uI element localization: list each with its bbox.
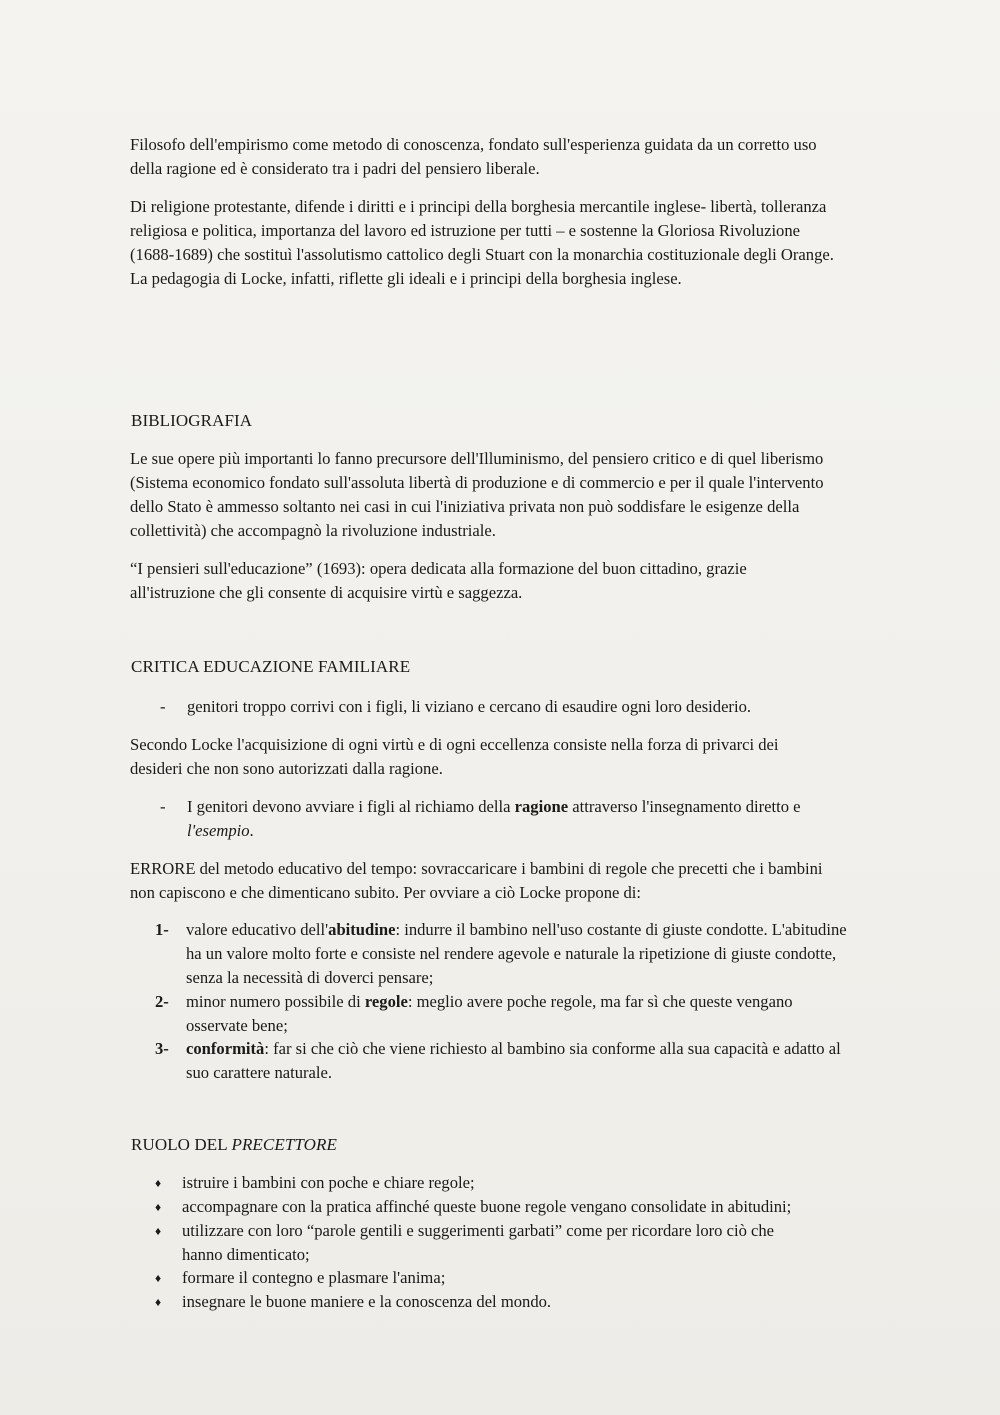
list-item-text: istruire i bambini con poche e chiare regole;: [182, 1173, 475, 1192]
dash-marker: -: [160, 797, 166, 816]
list-item-text: accompagnare con la pratica affinché queste buone regole vengano consolidate in abitudini;: [182, 1197, 792, 1216]
critica-heading: CRITICA EDUCAZIONE FAMILIARE: [131, 657, 411, 676]
list-item-text: I genitori devono avviare i figli al richiamo della ragione attraverso l'insegnamento diretto e l'esempio.: [187, 797, 801, 840]
diamond-bullet-icon: ♦: [155, 1271, 162, 1285]
intro-paragraph-1: Filosofo dell'empirismo come metodo di conoscenza, fondato sull'esperienza guidata da un corretto uso della ragione ed è considerato tra i padri del pensiero liberale.: [130, 135, 817, 178]
number-marker: 1-: [155, 920, 169, 939]
intro-paragraph-2: Di religione protestante, difende i diritti e i principi della borghesia mercantile inglese- libertà, tolleranza religiosa e politica, importanza del lavoro ed istruzione per tutti – e sostenne la Gloriosa Rivoluzione (1688-1689) che sostituì l'assolutismo cattolico degli Stuart con la monarchia costituzionale degli Orange. La pedagogia di Locke, infatti, riflette gli ideali e i principi della borghesia inglese.: [130, 197, 834, 288]
list-item-text: genitori troppo corrivi con i figli, li viziano e cercano di esaudire ogni loro desiderio.: [187, 697, 752, 716]
keyword-ragione: ragione: [514, 797, 569, 816]
precettore-heading: RUOLO DEL PRECETTORE: [131, 1135, 337, 1154]
list-item-text: formare il contegno e plasmare l'anima;: [182, 1268, 446, 1287]
keyword-conformita: conformità: [186, 1039, 265, 1058]
list-item: [155, 990, 855, 1038]
list-item: [160, 695, 850, 719]
list-item-text: utilizzare con loro “parole gentili e suggerimenti garbati” come per ricordare loro ciò che hanno dimenticato;: [182, 1221, 775, 1264]
bibliografia-heading: BIBLIOGRAFIA: [131, 411, 253, 430]
list-item-text: valore educativo dell'abitudine: indurre il bambino nell'uso costante di giuste condotte. L'abitudine ha un valore molto forte e consiste nel rendere agevole e naturale la ripetizione di giuste condotte, senza la necessità di doverci pensare;: [186, 920, 847, 987]
bibliografia-paragraph-1: Le sue opere più importanti lo fanno precursore dell'Illuminismo, del pensiero critico e di quel liberismo (Sistema economico fondato sull'assoluta libertà di produzione e di commercio e per il quale l'intervento dello Stato è ammesso soltanto nei casi in cui l'iniziativa privata non può soddisfare le esigenze della collettività) che accompagnò la rivoluzione industriale.: [130, 449, 824, 540]
diamond-bullet-icon: ♦: [155, 1295, 162, 1309]
keyword-esempio: l'esempio: [187, 821, 250, 840]
dash-marker: -: [160, 697, 166, 716]
list-item: [155, 1171, 845, 1195]
keyword-abitudine: abitudine: [328, 920, 396, 939]
critica-paragraph-1: Secondo Locke l'acquisizione di ogni virtù e di ogni eccellenza consiste nella forza di privarci dei desideri che non sono autorizzati dalla ragione.: [130, 735, 779, 778]
list-item: [155, 1219, 815, 1267]
diamond-bullet-icon: ♦: [155, 1224, 162, 1238]
list-item: [155, 918, 855, 990]
number-marker: 2-: [155, 992, 169, 1011]
list-item-text: minor numero possibile di regole: meglio avere poche regole, ma far sì che queste vengano osservate bene;: [186, 992, 793, 1035]
list-item-text: insegnare le buone maniere e la conoscenza del mondo.: [182, 1292, 552, 1311]
list-item-text: conformità: far si che ciò che viene richiesto al bambino sia conforme alla sua capacità e adatto al suo carattere naturale.: [186, 1039, 841, 1082]
list-item: [155, 1037, 855, 1085]
diamond-bullet-icon: ♦: [155, 1200, 162, 1214]
list-item: [155, 1195, 845, 1219]
bibliografia-paragraph-2: “I pensieri sull'educazione” (1693): opera dedicata alla formazione del buon cittadino, grazie all'istruzione che gli consente di acquisire virtù e saggezza.: [130, 559, 747, 602]
number-marker: 3-: [155, 1039, 169, 1058]
list-item: [155, 1290, 845, 1314]
list-item: [160, 795, 850, 843]
keyword-regole: regole: [364, 992, 408, 1011]
list-item: [155, 1266, 845, 1290]
diamond-bullet-icon: ♦: [155, 1176, 162, 1190]
critica-paragraph-2: ERRORE del metodo educativo del tempo: sovraccaricare i bambini di regole che precetti che i bambini non capiscono e che dimenticano subito. Per ovviare a ciò Locke propone di:: [130, 859, 823, 902]
